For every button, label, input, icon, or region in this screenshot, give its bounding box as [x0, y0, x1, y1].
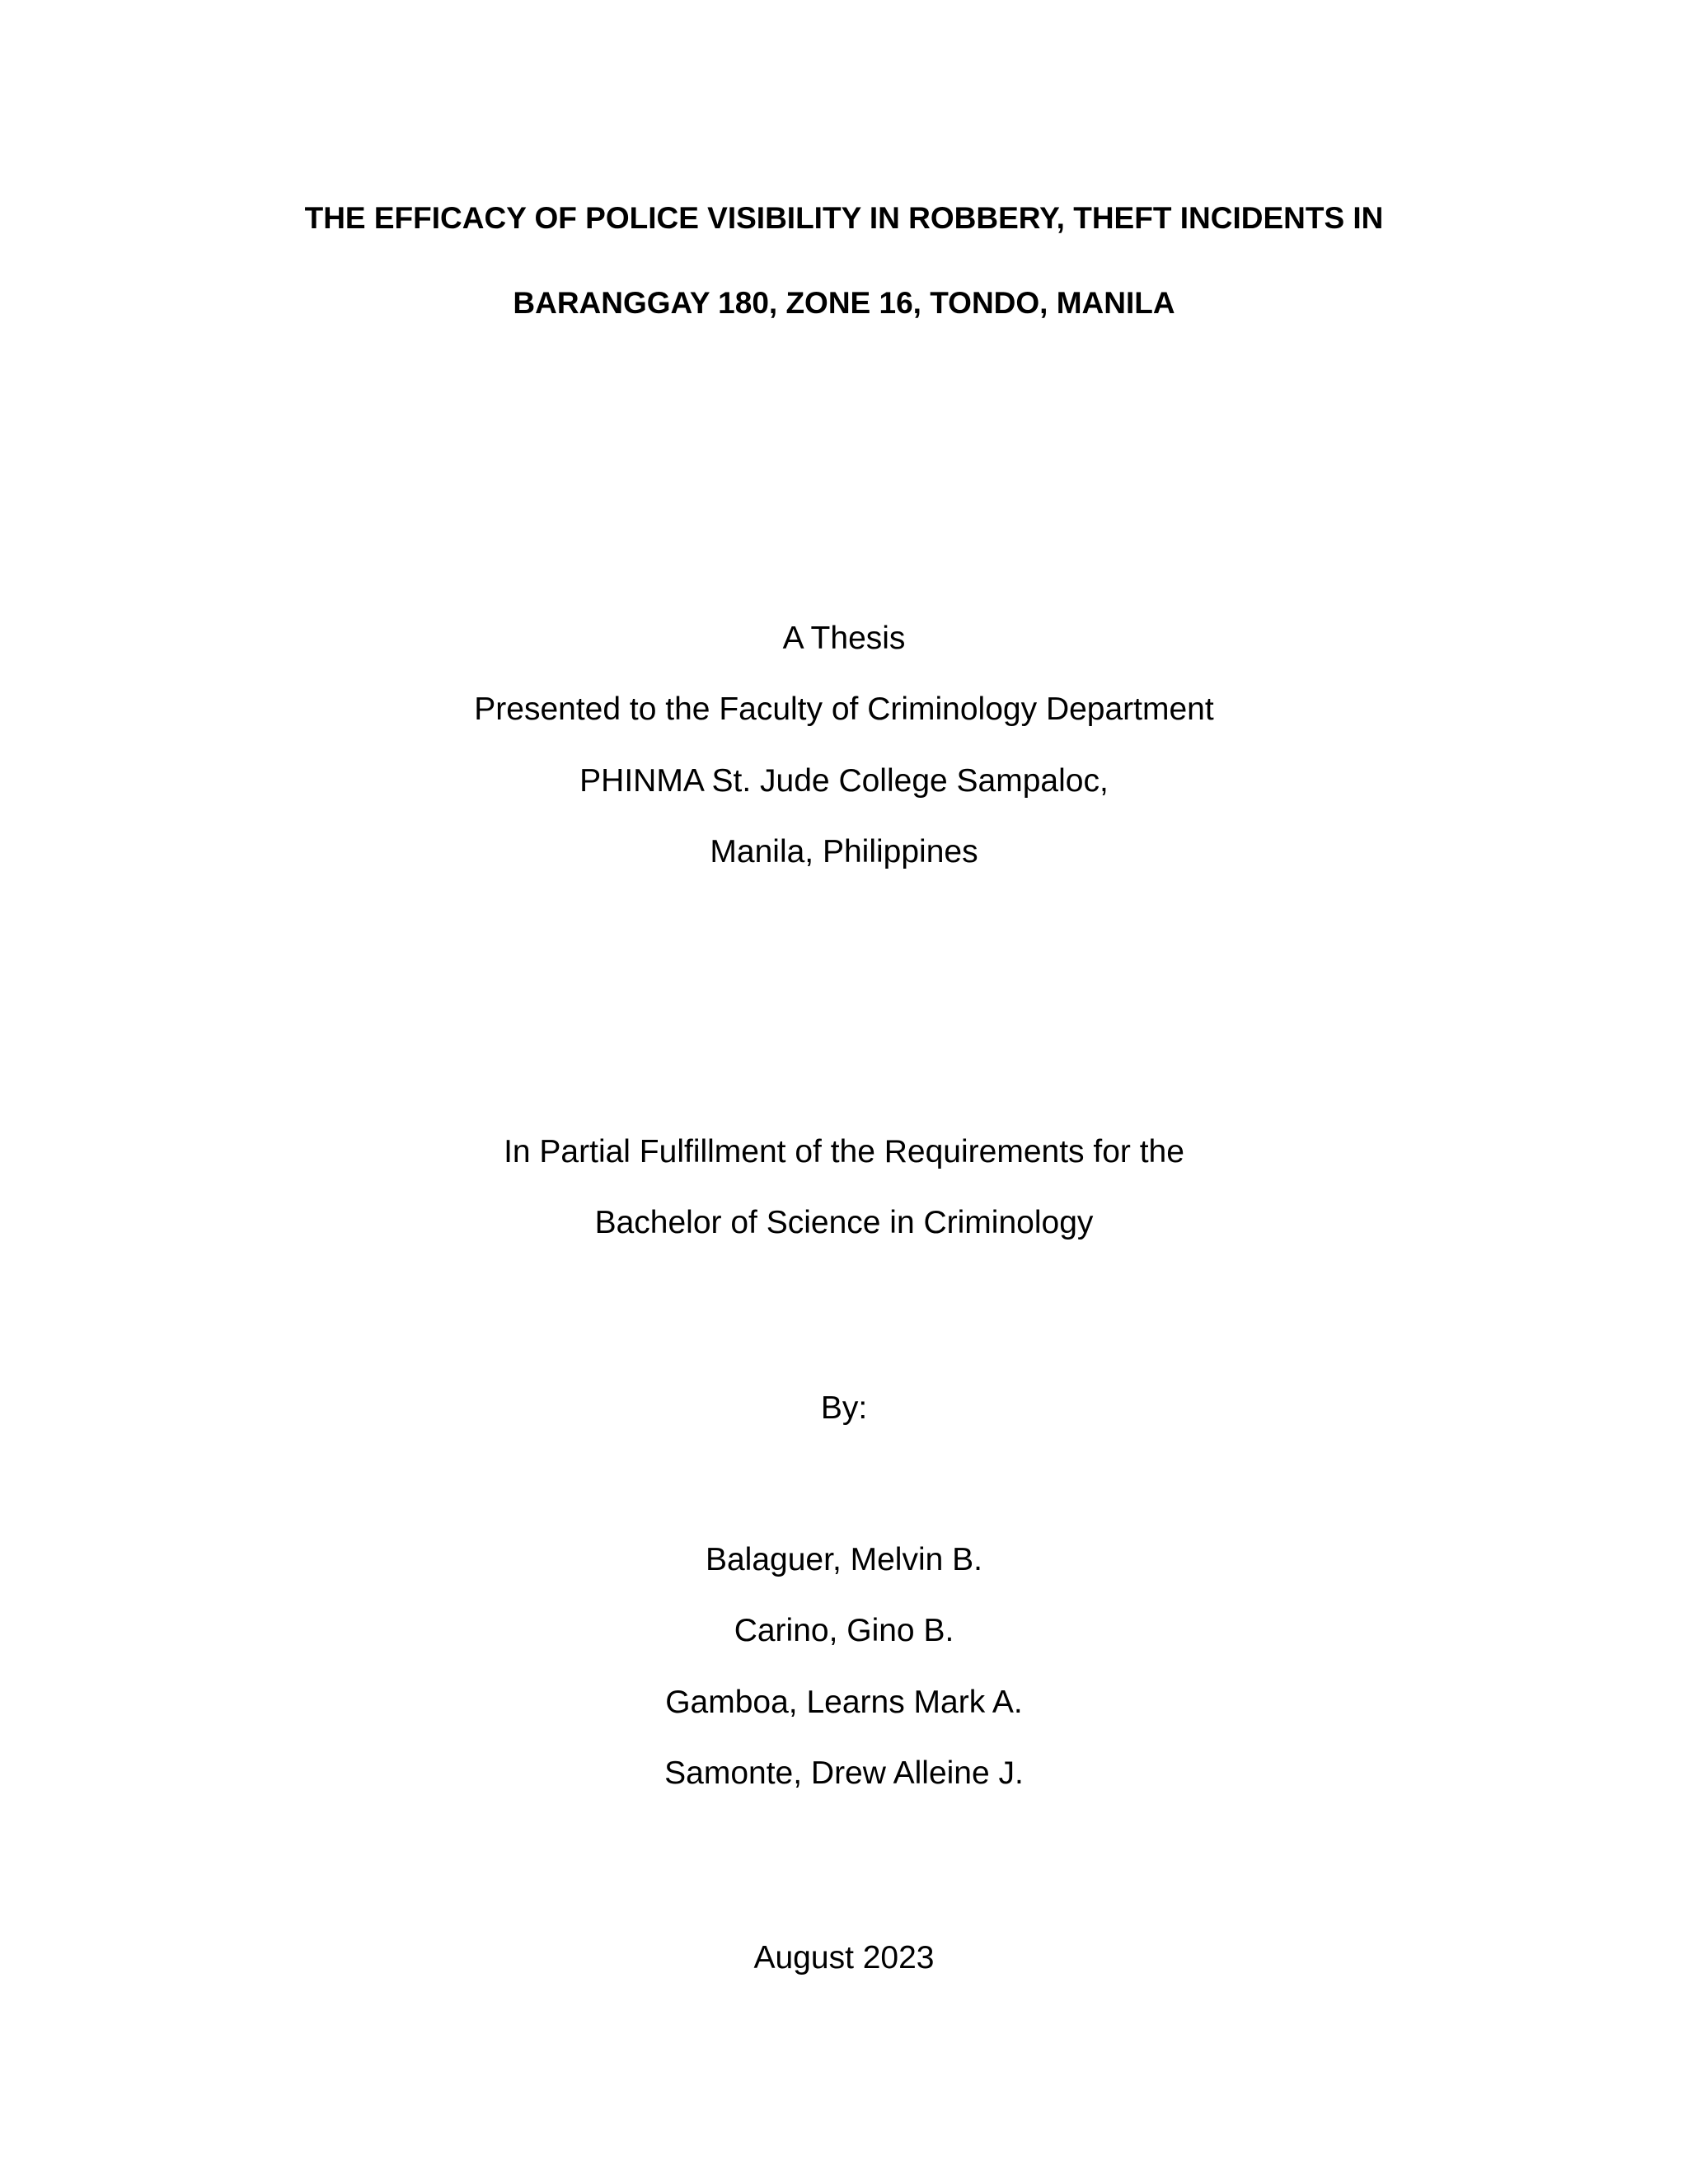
institution-line: PHINMA St. Jude College Sampaloc,: [579, 763, 1109, 799]
degree-line: Bachelor of Science in Criminology: [594, 1205, 1094, 1240]
author-name: Carino, Gino B.: [734, 1613, 954, 1648]
fulfillment-line: In Partial Fulfillment of the Requirements for the: [504, 1134, 1184, 1169]
location-line: Manila, Philippines: [710, 834, 978, 869]
author-name: Samonte, Drew Alleine J.: [664, 1755, 1024, 1791]
presented-to-line: Presented to the Faculty of Criminology Department: [474, 691, 1214, 727]
thesis-label: A Thesis: [782, 621, 906, 656]
by-label: By:: [820, 1390, 868, 1426]
thesis-title-line-1: THE EFFICACY OF POLICE VISIBILITY IN ROBBERY, THEFT INCIDENTS IN: [304, 201, 1384, 235]
author-name: Gamboa, Learns Mark A.: [665, 1685, 1023, 1720]
submission-date: August 2023: [753, 1940, 935, 1975]
thesis-title-line-2: BARANGGAY 180, ZONE 16, TONDO, MANILA: [513, 286, 1175, 320]
author-name: Balaguer, Melvin B.: [705, 1542, 982, 1577]
